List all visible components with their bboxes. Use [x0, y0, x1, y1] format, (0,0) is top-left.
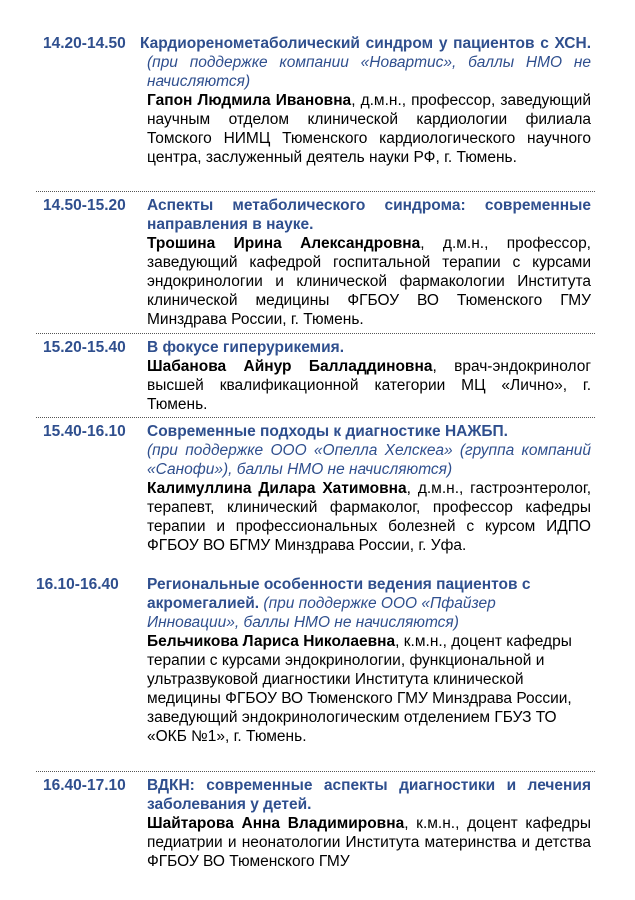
session-content	[140, 34, 591, 167]
session-support-note: (при поддержке компании «Новартис», баллы НМО не начисляются)	[147, 54, 591, 90]
session-content	[147, 338, 591, 414]
speaker	[147, 91, 591, 167]
speaker	[147, 479, 591, 555]
session-time: 15.40-16.10	[43, 423, 126, 440]
session-title-text: Региональные особенности ведения пациентов с акромегалией.	[147, 576, 531, 612]
separator	[36, 417, 595, 418]
speaker-name: Бельчикова Лариса Николаевна	[147, 633, 396, 650]
session-title	[147, 196, 591, 234]
session-time: 16.40-17.10	[43, 777, 126, 794]
separator	[36, 333, 595, 334]
speaker	[147, 357, 591, 414]
speaker-info: , врач-эндокринолог высшей квалификационной категории МЦ «Лично», г. Тюмень.	[147, 358, 591, 413]
session-title-text: Современные подходы к диагностике НАЖБП.	[147, 423, 508, 440]
speaker-name: Калимуллина Дилара Хатимовна	[147, 480, 407, 497]
session-title-text: ВДКН: современные аспекты диагностики и лечения заболевания у детей.	[147, 777, 591, 813]
session-title	[147, 422, 591, 479]
speaker	[147, 814, 591, 871]
session-support-note: (при поддержке ООО «Пфайзер Инновации», баллы НМО не начисляются)	[147, 595, 496, 631]
separator	[36, 191, 595, 192]
speaker-name: Шабанова Айнур Балладдиновна	[147, 358, 433, 375]
session-time: 14.20-14.50	[43, 35, 126, 52]
speaker-info: , к.м.н., доцент кафедры педиатрии и неонатологии Института материнства и детства ФГБОУ ВО Тюменского ГМУ	[147, 815, 591, 870]
session-support-note: (при поддержке ООО «Опелла Хелскеа» (группа компаний «Санофи»), баллы НМО не начисляются)	[147, 442, 591, 478]
session-time: 14.50-15.20	[43, 197, 126, 214]
session-title-text: Кардиоренометаболический синдром у пациентов с ХСН.	[140, 35, 591, 52]
session-content	[147, 196, 591, 329]
session-title-text: В фокусе гиперурикемия.	[147, 339, 345, 356]
session-title-text: Аспекты метаболического синдрома: современные направления в науке.	[147, 197, 591, 233]
session-time: 16.10-16.40	[36, 576, 119, 593]
session-title	[147, 338, 591, 357]
speaker-info: , д.м.н., профессор, заведующий научным отделом клинической кардиологии филиала Томского НИМЦ Тюменского кардиологического научного центра, заслуженный деятель науки РФ, г. Тюмень.	[147, 92, 591, 166]
session-content	[147, 776, 591, 871]
session-content	[147, 422, 591, 555]
speaker	[147, 234, 591, 329]
session-title	[147, 575, 575, 632]
session-content	[147, 575, 575, 746]
speaker-name: Шайтарова Анна Владимировна	[147, 815, 405, 832]
session-time: 15.20-15.40	[43, 339, 126, 356]
speaker-info: , д.м.н., профессор, заведующий кафедрой госпитальной терапии с курсами эндокринологии и клинической фармакологии Института клинической медицины ФГБОУ ВО Тюменского ГМУ Минздрава России, г. Тюмень.	[147, 235, 591, 328]
speaker	[147, 632, 575, 746]
separator	[36, 771, 595, 772]
session-title	[147, 776, 591, 814]
speaker-name: Трошина Ирина Александровна	[147, 235, 421, 252]
session-title	[140, 34, 591, 91]
speaker-info: , к.м.н., доцент кафедры терапии с курсами эндокринологии, функциональной и ультразвуковой диагностики Института клинической медицины ФГБОУ ВО Тюменского ГМУ Минздрава России, заведующий эндокринологическим отделением ГБУЗ ТО «ОКБ №1», г. Тюмень.	[147, 633, 572, 745]
speaker-name: Гапон Людмила Ивановна	[147, 92, 352, 109]
speaker-info: , д.м.н., гастроэнтеролог, терапевт, клинический фармаколог, профессор кафедры терапии и профессиональных болезней с курсом ИДПО ФГБОУ ВО БГМУ Минздрава России, г. Уфа.	[147, 480, 591, 554]
